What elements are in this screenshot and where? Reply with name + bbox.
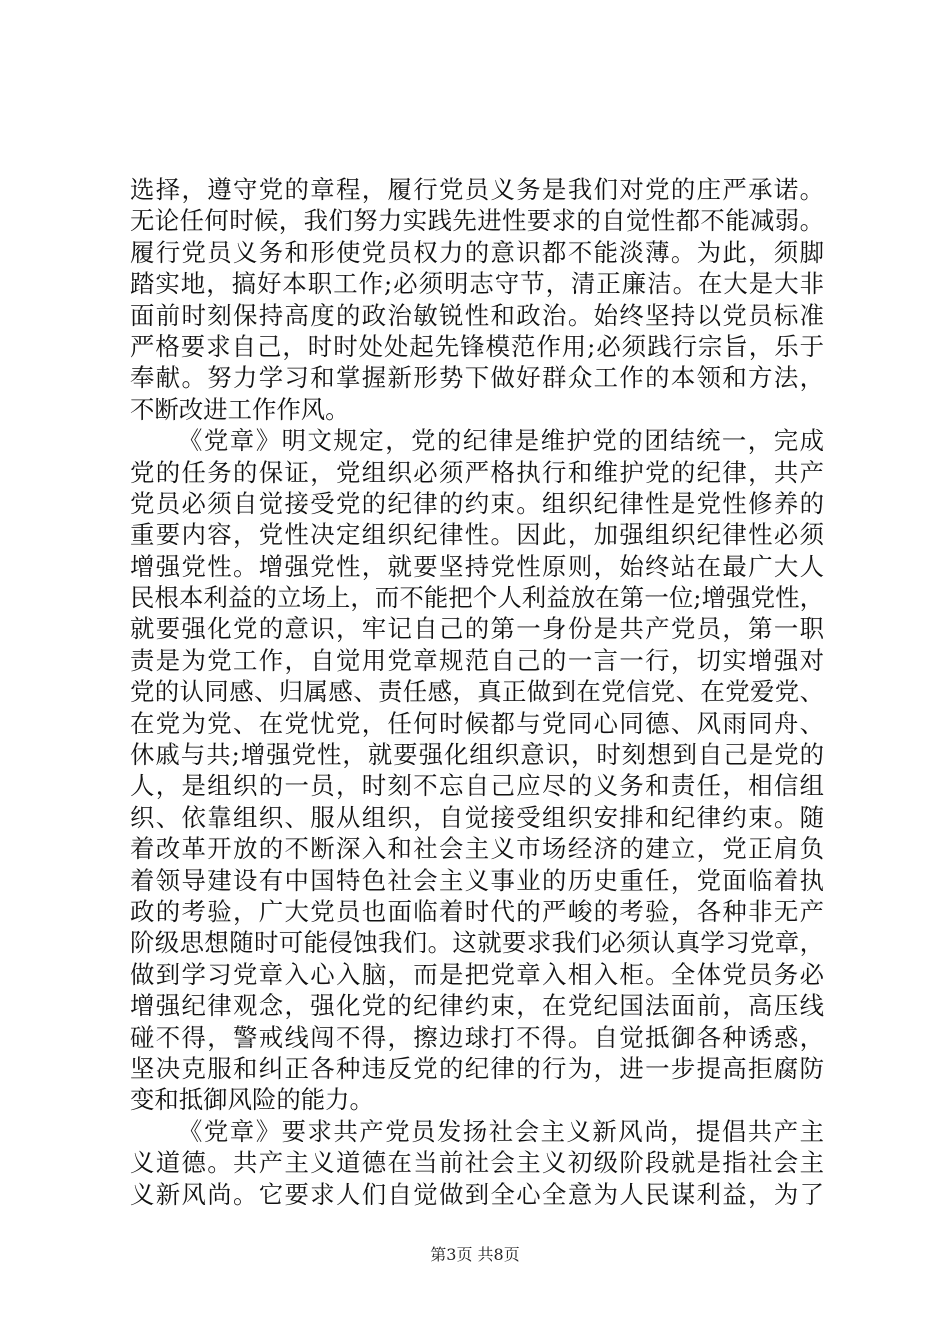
text-line: 着领导建设有中国特色社会主义事业的历史重任，党面临着执 [130, 865, 824, 895]
text-line: 增强党性。增强党性，就要坚持党性原则，始终站在最广大人 [130, 551, 824, 581]
paragraph [130, 174, 824, 425]
text-line: 党的认同感、归属感、责任感，真正做到在党信党、在党爱党、 [130, 677, 824, 707]
text-line: 面前时刻保持高度的政治敏锐性和政治。始终坚持以党员标准 [130, 300, 824, 330]
text-line: 履行党员义务和形使党员权力的意识都不能淡薄。为此，须脚 [130, 237, 824, 267]
text-line: 踏实地，搞好本职工作;必须明志守节，清正廉洁。在大是大非 [130, 269, 824, 299]
text-line: 人，是组织的一员，时刻不忘自己应尽的义务和责任，相信组 [130, 771, 824, 801]
text-line: 就要强化党的意识，牢记自己的第一身份是共产党员，第一职 [130, 614, 824, 644]
text-line: 民根本利益的立场上，而不能把个人利益放在第一位;增强党性， [130, 583, 824, 613]
text-line: 党的任务的保证，党组织必须严格执行和维护党的纪律，共产 [130, 457, 824, 487]
text-line: 坚决克服和纠正各种违反党的纪律的行为，进一步提高拒腐防 [130, 1053, 824, 1083]
text-line: 严格要求自己，时时处处起先锋模范作用;必须践行宗旨，乐于 [130, 331, 824, 361]
text-line: 增强纪律观念，强化党的纪律约束，在党纪国法面前，高压线 [130, 991, 824, 1021]
text-line: 《党章》明文规定，党的纪律是维护党的团结统一，完成 [178, 426, 824, 456]
paragraph [130, 1116, 824, 1210]
text-line: 不断改进工作作风。 [130, 394, 350, 424]
text-line: 重要内容，党性决定组织纪律性。因此，加强组织纪律性必须 [130, 520, 824, 550]
text-line: 《党章》要求共产党员发扬社会主义新风尚，提倡共产主 [178, 1116, 824, 1146]
text-line: 政的考验，广大党员也面临着时代的严峻的考验，各种非无产 [130, 896, 824, 926]
text-line: 织、依靠组织、服从组织，自觉接受组织安排和纪律约束。随 [130, 802, 824, 832]
text-line: 在党为党、在党忧党，任何时候都与党同心同德、风雨同舟、 [130, 708, 824, 738]
text-line: 党员必须自觉接受党的纪律的约束。组织纪律性是党性修养的 [130, 488, 824, 518]
text-line: 阶级思想随时可能侵蚀我们。这就要求我们必须认真学习党章， [130, 928, 824, 958]
document-body [130, 174, 824, 1210]
paragraph [130, 425, 824, 1116]
text-line: 义道德。共产主义道德在当前社会主义初级阶段就是指社会主 [130, 1148, 824, 1178]
text-line: 责是为党工作，自觉用党章规范自己的一言一行，切实增强对 [130, 645, 824, 675]
text-line: 义新风尚。它要求人们自觉做到全心全意为人民谋利益，为了 [130, 1179, 824, 1209]
text-line: 碰不得，警戒线闯不得，擦边球打不得。自觉抵御各种诱惑， [130, 1022, 824, 1052]
text-line: 休戚与共;增强党性，就要强化组织意识，时刻想到自己是党的 [130, 740, 824, 770]
page-footer: 第3页 共8页 [430, 1245, 520, 1264]
text-line: 变和抵御风险的能力。 [130, 1085, 374, 1115]
text-line: 选择，遵守党的章程，履行党员义务是我们对党的庄严承诺。 [130, 175, 824, 204]
text-line: 无论任何时候，我们努力实践先进性要求的自觉性都不能减弱。 [130, 206, 824, 236]
text-line: 做到学习党章入心入脑，而是把党章入相入柜。全体党员务必 [130, 959, 824, 989]
text-line: 奉献。努力学习和掌握新形势下做好群众工作的本领和方法， [130, 363, 824, 393]
text-line: 着改革开放的不断深入和社会主义市场经济的建立，党正肩负 [130, 834, 824, 864]
